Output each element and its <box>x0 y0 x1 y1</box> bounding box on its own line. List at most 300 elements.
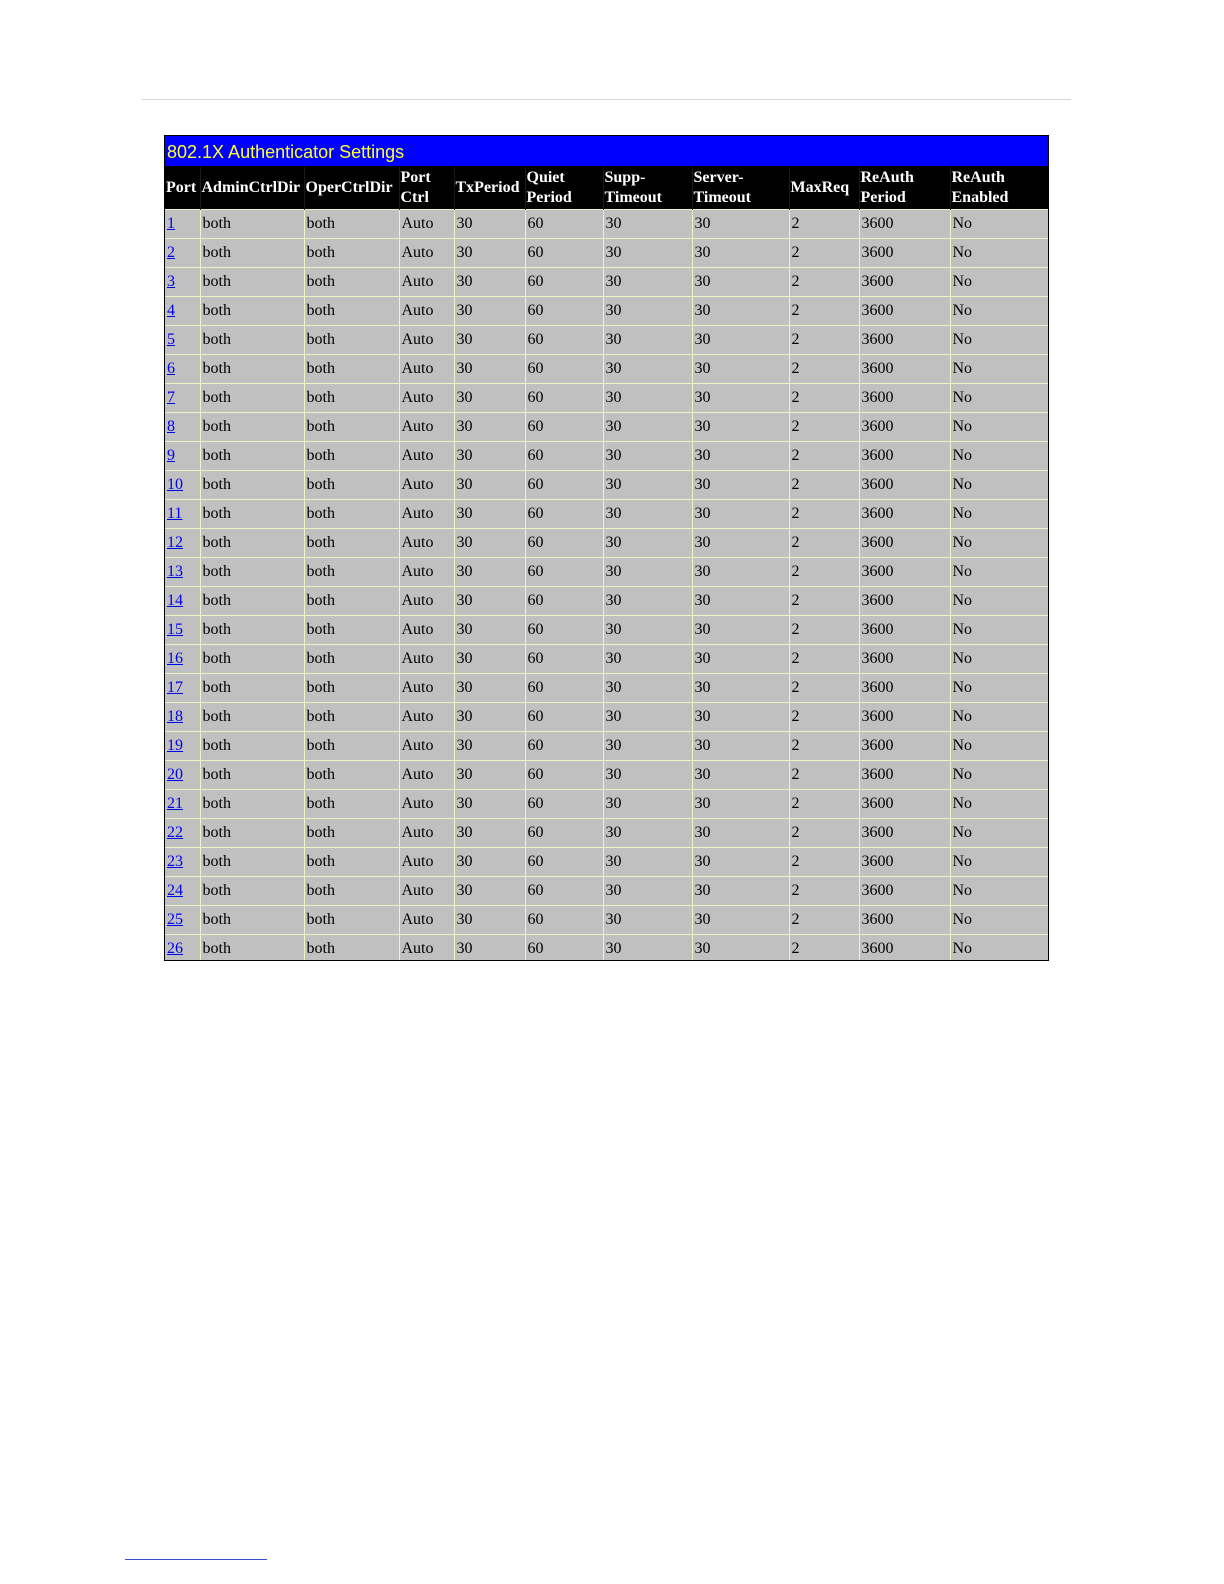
max-req-cell: 2 <box>789 384 859 413</box>
port-link[interactable]: 10 <box>167 476 183 493</box>
reauth-period-cell: 3600 <box>859 703 950 732</box>
reauth-period-cell: 3600 <box>859 471 950 500</box>
supp-timeout-cell: 30 <box>603 587 692 616</box>
port-link[interactable]: 23 <box>167 853 183 870</box>
oper-ctrl-dir-cell: both <box>304 268 399 297</box>
reauth-period-cell: 3600 <box>859 297 950 326</box>
admin-ctrl-dir-cell: both <box>200 500 304 529</box>
tx-period-cell: 30 <box>454 819 525 848</box>
oper-ctrl-dir-cell: both <box>304 210 399 239</box>
supp-timeout-cell: 30 <box>603 297 692 326</box>
tx-period-cell: 30 <box>454 703 525 732</box>
table-row <box>165 616 1048 645</box>
table-header-row <box>165 167 1048 210</box>
reauth-period-cell: 3600 <box>859 268 950 297</box>
port-ctrl-cell: Auto <box>399 761 454 790</box>
reauth-enabled-cell: No <box>950 413 1048 442</box>
tx-period-cell: 30 <box>454 877 525 906</box>
admin-ctrl-dir-cell: both <box>200 210 304 239</box>
port-cell <box>165 790 200 819</box>
tx-period-cell: 30 <box>454 761 525 790</box>
column-header-port: Port <box>165 167 200 210</box>
server-timeout-cell: 30 <box>692 384 789 413</box>
port-ctrl-cell: Auto <box>399 384 454 413</box>
reauth-period-cell: 3600 <box>859 819 950 848</box>
column-header-max-req: MaxReq <box>789 167 859 210</box>
port-ctrl-cell: Auto <box>399 471 454 500</box>
supp-timeout-cell: 30 <box>603 384 692 413</box>
column-header-supp-timeout: Supp- Timeout <box>603 167 692 210</box>
tx-period-cell: 30 <box>454 529 525 558</box>
server-timeout-cell: 30 <box>692 906 789 935</box>
tx-period-cell: 30 <box>454 239 525 268</box>
page-header-rule <box>142 99 1071 100</box>
reauth-period-cell: 3600 <box>859 877 950 906</box>
max-req-cell: 2 <box>789 587 859 616</box>
oper-ctrl-dir-cell: both <box>304 819 399 848</box>
port-link[interactable]: 2 <box>167 244 175 261</box>
reauth-period-cell: 3600 <box>859 935 950 962</box>
admin-ctrl-dir-cell: both <box>200 935 304 962</box>
port-cell <box>165 529 200 558</box>
admin-ctrl-dir-cell: both <box>200 326 304 355</box>
reauth-enabled-cell: No <box>950 790 1048 819</box>
supp-timeout-cell: 30 <box>603 616 692 645</box>
reauth-period-cell: 3600 <box>859 848 950 877</box>
server-timeout-cell: 30 <box>692 471 789 500</box>
max-req-cell: 2 <box>789 819 859 848</box>
admin-ctrl-dir-cell: both <box>200 413 304 442</box>
quiet-period-cell: 60 <box>525 906 603 935</box>
tx-period-cell: 30 <box>454 848 525 877</box>
reauth-enabled-cell: No <box>950 326 1048 355</box>
reauth-enabled-cell: No <box>950 355 1048 384</box>
max-req-cell: 2 <box>789 761 859 790</box>
reauth-enabled-cell: No <box>950 500 1048 529</box>
quiet-period-cell: 60 <box>525 500 603 529</box>
oper-ctrl-dir-cell: both <box>304 790 399 819</box>
max-req-cell: 2 <box>789 790 859 819</box>
oper-ctrl-dir-cell: both <box>304 297 399 326</box>
port-cell <box>165 471 200 500</box>
port-link[interactable]: 11 <box>167 505 183 522</box>
supp-timeout-cell: 30 <box>603 645 692 674</box>
port-cell <box>165 384 200 413</box>
port-link[interactable]: 19 <box>167 737 183 754</box>
max-req-cell: 2 <box>789 935 859 962</box>
column-header-port-ctrl: Port Ctrl <box>399 167 454 210</box>
port-link[interactable]: 9 <box>167 447 175 464</box>
quiet-period-cell: 60 <box>525 326 603 355</box>
admin-ctrl-dir-cell: both <box>200 819 304 848</box>
tx-period-cell: 30 <box>454 326 525 355</box>
quiet-period-cell: 60 <box>525 732 603 761</box>
supp-timeout-cell: 30 <box>603 703 692 732</box>
quiet-period-cell: 60 <box>525 935 603 962</box>
max-req-cell: 2 <box>789 732 859 761</box>
reauth-period-cell: 3600 <box>859 442 950 471</box>
server-timeout-cell: 30 <box>692 587 789 616</box>
port-ctrl-cell: Auto <box>399 732 454 761</box>
quiet-period-cell: 60 <box>525 761 603 790</box>
tx-period-cell: 30 <box>454 906 525 935</box>
port-link[interactable]: 18 <box>167 708 183 725</box>
quiet-period-cell: 60 <box>525 239 603 268</box>
port-ctrl-cell: Auto <box>399 326 454 355</box>
max-req-cell: 2 <box>789 674 859 703</box>
port-link[interactable]: 6 <box>167 360 175 377</box>
port-link[interactable]: 12 <box>167 534 183 551</box>
supp-timeout-cell: 30 <box>603 500 692 529</box>
supp-timeout-cell: 30 <box>603 848 692 877</box>
reauth-enabled-cell: No <box>950 761 1048 790</box>
supp-timeout-cell: 30 <box>603 674 692 703</box>
supp-timeout-cell: 30 <box>603 790 692 819</box>
port-cell <box>165 355 200 384</box>
port-cell <box>165 297 200 326</box>
port-cell <box>165 674 200 703</box>
max-req-cell: 2 <box>789 413 859 442</box>
admin-ctrl-dir-cell: both <box>200 355 304 384</box>
port-ctrl-cell: Auto <box>399 645 454 674</box>
table-row <box>165 239 1048 268</box>
supp-timeout-cell: 30 <box>603 761 692 790</box>
quiet-period-cell: 60 <box>525 848 603 877</box>
server-timeout-cell: 30 <box>692 297 789 326</box>
server-timeout-cell: 30 <box>692 848 789 877</box>
table-row <box>165 355 1048 384</box>
oper-ctrl-dir-cell: both <box>304 616 399 645</box>
table-row <box>165 587 1048 616</box>
table-row <box>165 471 1048 500</box>
port-link[interactable]: 5 <box>167 331 175 348</box>
oper-ctrl-dir-cell: both <box>304 848 399 877</box>
supp-timeout-cell: 30 <box>603 239 692 268</box>
reauth-period-cell: 3600 <box>859 239 950 268</box>
reauth-enabled-cell: No <box>950 471 1048 500</box>
oper-ctrl-dir-cell: both <box>304 500 399 529</box>
quiet-period-cell: 60 <box>525 616 603 645</box>
port-ctrl-cell: Auto <box>399 703 454 732</box>
server-timeout-cell: 30 <box>692 935 789 962</box>
tx-period-cell: 30 <box>454 587 525 616</box>
supp-timeout-cell: 30 <box>603 413 692 442</box>
port-cell <box>165 935 200 962</box>
reauth-period-cell: 3600 <box>859 674 950 703</box>
oper-ctrl-dir-cell: both <box>304 703 399 732</box>
port-link[interactable]: 7 <box>167 389 175 406</box>
table-body <box>165 210 1048 962</box>
footer-rule <box>125 1559 267 1560</box>
table-row <box>165 761 1048 790</box>
authenticator-settings-panel <box>164 135 1049 961</box>
tx-period-cell: 30 <box>454 645 525 674</box>
table-row <box>165 935 1048 962</box>
table-row <box>165 268 1048 297</box>
table-row <box>165 732 1048 761</box>
server-timeout-cell: 30 <box>692 558 789 587</box>
reauth-enabled-cell: No <box>950 529 1048 558</box>
port-link[interactable]: 1 <box>167 215 175 232</box>
quiet-period-cell: 60 <box>525 819 603 848</box>
supp-timeout-cell: 30 <box>603 529 692 558</box>
column-header-oper-ctrl-dir: OperCtrlDir <box>304 167 399 210</box>
tx-period-cell: 30 <box>454 616 525 645</box>
column-header-tx-period: TxPeriod <box>454 167 525 210</box>
reauth-enabled-cell: No <box>950 848 1048 877</box>
server-timeout-cell: 30 <box>692 442 789 471</box>
quiet-period-cell: 60 <box>525 587 603 616</box>
port-ctrl-cell: Auto <box>399 413 454 442</box>
table-row <box>165 529 1048 558</box>
port-ctrl-cell: Auto <box>399 558 454 587</box>
reauth-period-cell: 3600 <box>859 761 950 790</box>
port-cell <box>165 877 200 906</box>
port-cell <box>165 848 200 877</box>
max-req-cell: 2 <box>789 297 859 326</box>
reauth-enabled-cell: No <box>950 210 1048 239</box>
port-link[interactable]: 16 <box>167 650 183 667</box>
table-row <box>165 558 1048 587</box>
port-cell <box>165 210 200 239</box>
supp-timeout-cell: 30 <box>603 935 692 962</box>
supp-timeout-cell: 30 <box>603 906 692 935</box>
reauth-period-cell: 3600 <box>859 732 950 761</box>
quiet-period-cell: 60 <box>525 210 603 239</box>
server-timeout-cell: 30 <box>692 326 789 355</box>
port-ctrl-cell: Auto <box>399 790 454 819</box>
column-header-quiet-period: Quiet Period <box>525 167 603 210</box>
table-row <box>165 674 1048 703</box>
table-row <box>165 413 1048 442</box>
quiet-period-cell: 60 <box>525 355 603 384</box>
port-cell <box>165 500 200 529</box>
admin-ctrl-dir-cell: both <box>200 906 304 935</box>
quiet-period-cell: 60 <box>525 297 603 326</box>
server-timeout-cell: 30 <box>692 761 789 790</box>
max-req-cell: 2 <box>789 848 859 877</box>
admin-ctrl-dir-cell: both <box>200 761 304 790</box>
reauth-period-cell: 3600 <box>859 500 950 529</box>
oper-ctrl-dir-cell: both <box>304 935 399 962</box>
max-req-cell: 2 <box>789 442 859 471</box>
port-cell <box>165 442 200 471</box>
tx-period-cell: 30 <box>454 384 525 413</box>
port-cell <box>165 558 200 587</box>
admin-ctrl-dir-cell: both <box>200 471 304 500</box>
server-timeout-cell: 30 <box>692 268 789 297</box>
admin-ctrl-dir-cell: both <box>200 790 304 819</box>
server-timeout-cell: 30 <box>692 877 789 906</box>
tx-period-cell: 30 <box>454 355 525 384</box>
quiet-period-cell: 60 <box>525 529 603 558</box>
table-row <box>165 848 1048 877</box>
server-timeout-cell: 30 <box>692 529 789 558</box>
admin-ctrl-dir-cell: both <box>200 558 304 587</box>
port-link[interactable]: 22 <box>167 824 183 841</box>
max-req-cell: 2 <box>789 877 859 906</box>
quiet-period-cell: 60 <box>525 471 603 500</box>
max-req-cell: 2 <box>789 326 859 355</box>
reauth-enabled-cell: No <box>950 645 1048 674</box>
table-row <box>165 906 1048 935</box>
reauth-enabled-cell: No <box>950 906 1048 935</box>
reauth-enabled-cell: No <box>950 616 1048 645</box>
tx-period-cell: 30 <box>454 297 525 326</box>
supp-timeout-cell: 30 <box>603 877 692 906</box>
table-row <box>165 210 1048 239</box>
reauth-period-cell: 3600 <box>859 355 950 384</box>
tx-period-cell: 30 <box>454 500 525 529</box>
port-link[interactable]: 8 <box>167 418 175 435</box>
supp-timeout-cell: 30 <box>603 326 692 355</box>
port-cell <box>165 616 200 645</box>
port-cell <box>165 413 200 442</box>
port-ctrl-cell: Auto <box>399 268 454 297</box>
column-header-reauth-enabled: ReAuth Enabled <box>950 167 1048 210</box>
port-ctrl-cell: Auto <box>399 500 454 529</box>
oper-ctrl-dir-cell: both <box>304 674 399 703</box>
port-cell <box>165 906 200 935</box>
port-link[interactable]: 14 <box>167 592 183 609</box>
table-row <box>165 819 1048 848</box>
oper-ctrl-dir-cell: both <box>304 558 399 587</box>
quiet-period-cell: 60 <box>525 442 603 471</box>
admin-ctrl-dir-cell: both <box>200 442 304 471</box>
admin-ctrl-dir-cell: both <box>200 645 304 674</box>
reauth-period-cell: 3600 <box>859 529 950 558</box>
admin-ctrl-dir-cell: both <box>200 703 304 732</box>
table-row <box>165 645 1048 674</box>
port-cell <box>165 645 200 674</box>
oper-ctrl-dir-cell: both <box>304 587 399 616</box>
reauth-period-cell: 3600 <box>859 326 950 355</box>
reauth-period-cell: 3600 <box>859 210 950 239</box>
admin-ctrl-dir-cell: both <box>200 587 304 616</box>
reauth-enabled-cell: No <box>950 877 1048 906</box>
reauth-enabled-cell: No <box>950 558 1048 587</box>
max-req-cell: 2 <box>789 471 859 500</box>
reauth-enabled-cell: No <box>950 674 1048 703</box>
port-link[interactable]: 24 <box>167 882 183 899</box>
tx-period-cell: 30 <box>454 674 525 703</box>
port-ctrl-cell: Auto <box>399 239 454 268</box>
server-timeout-cell: 30 <box>692 355 789 384</box>
tx-period-cell: 30 <box>454 732 525 761</box>
reauth-enabled-cell: No <box>950 935 1048 962</box>
reauth-enabled-cell: No <box>950 703 1048 732</box>
table-row <box>165 384 1048 413</box>
supp-timeout-cell: 30 <box>603 355 692 384</box>
port-link[interactable]: 25 <box>167 911 183 928</box>
max-req-cell: 2 <box>789 210 859 239</box>
admin-ctrl-dir-cell: both <box>200 529 304 558</box>
port-link[interactable]: 21 <box>167 795 183 812</box>
oper-ctrl-dir-cell: both <box>304 239 399 268</box>
oper-ctrl-dir-cell: both <box>304 442 399 471</box>
supp-timeout-cell: 30 <box>603 558 692 587</box>
port-ctrl-cell: Auto <box>399 297 454 326</box>
admin-ctrl-dir-cell: both <box>200 877 304 906</box>
tx-period-cell: 30 <box>454 210 525 239</box>
reauth-period-cell: 3600 <box>859 413 950 442</box>
port-ctrl-cell: Auto <box>399 587 454 616</box>
reauth-period-cell: 3600 <box>859 587 950 616</box>
server-timeout-cell: 30 <box>692 239 789 268</box>
admin-ctrl-dir-cell: both <box>200 848 304 877</box>
max-req-cell: 2 <box>789 239 859 268</box>
quiet-period-cell: 60 <box>525 703 603 732</box>
table-row <box>165 297 1048 326</box>
port-cell <box>165 732 200 761</box>
supp-timeout-cell: 30 <box>603 268 692 297</box>
port-link[interactable]: 3 <box>167 273 175 290</box>
port-cell <box>165 819 200 848</box>
server-timeout-cell: 30 <box>692 819 789 848</box>
reauth-period-cell: 3600 <box>859 645 950 674</box>
reauth-period-cell: 3600 <box>859 790 950 819</box>
column-header-server-timeout: Server- Timeout <box>692 167 789 210</box>
admin-ctrl-dir-cell: both <box>200 297 304 326</box>
server-timeout-cell: 30 <box>692 732 789 761</box>
tx-period-cell: 30 <box>454 442 525 471</box>
oper-ctrl-dir-cell: both <box>304 529 399 558</box>
port-link[interactable]: 15 <box>167 621 183 638</box>
server-timeout-cell: 30 <box>692 616 789 645</box>
reauth-period-cell: 3600 <box>859 384 950 413</box>
port-ctrl-cell: Auto <box>399 442 454 471</box>
quiet-period-cell: 60 <box>525 558 603 587</box>
panel-title: 802.1X Authenticator Settings <box>165 136 1048 167</box>
tx-period-cell: 30 <box>454 268 525 297</box>
port-link[interactable]: 13 <box>167 563 183 580</box>
quiet-period-cell: 60 <box>525 268 603 297</box>
quiet-period-cell: 60 <box>525 674 603 703</box>
reauth-enabled-cell: No <box>950 384 1048 413</box>
max-req-cell: 2 <box>789 645 859 674</box>
reauth-enabled-cell: No <box>950 732 1048 761</box>
quiet-period-cell: 60 <box>525 384 603 413</box>
port-link[interactable]: 20 <box>167 766 183 783</box>
port-ctrl-cell: Auto <box>399 848 454 877</box>
server-timeout-cell: 30 <box>692 413 789 442</box>
port-ctrl-cell: Auto <box>399 529 454 558</box>
column-header-reauth-period: ReAuth Period <box>859 167 950 210</box>
oper-ctrl-dir-cell: both <box>304 906 399 935</box>
port-ctrl-cell: Auto <box>399 819 454 848</box>
port-link[interactable]: 26 <box>167 940 183 958</box>
quiet-period-cell: 60 <box>525 413 603 442</box>
supp-timeout-cell: 30 <box>603 732 692 761</box>
port-ctrl-cell: Auto <box>399 935 454 962</box>
port-ctrl-cell: Auto <box>399 674 454 703</box>
max-req-cell: 2 <box>789 703 859 732</box>
tx-period-cell: 30 <box>454 413 525 442</box>
oper-ctrl-dir-cell: both <box>304 471 399 500</box>
port-link[interactable]: 17 <box>167 679 183 696</box>
max-req-cell: 2 <box>789 268 859 297</box>
oper-ctrl-dir-cell: both <box>304 732 399 761</box>
table-row <box>165 442 1048 471</box>
tx-period-cell: 30 <box>454 935 525 962</box>
port-ctrl-cell: Auto <box>399 210 454 239</box>
port-link[interactable]: 4 <box>167 302 175 319</box>
reauth-period-cell: 3600 <box>859 558 950 587</box>
quiet-period-cell: 60 <box>525 645 603 674</box>
max-req-cell: 2 <box>789 616 859 645</box>
table-row <box>165 790 1048 819</box>
oper-ctrl-dir-cell: both <box>304 413 399 442</box>
